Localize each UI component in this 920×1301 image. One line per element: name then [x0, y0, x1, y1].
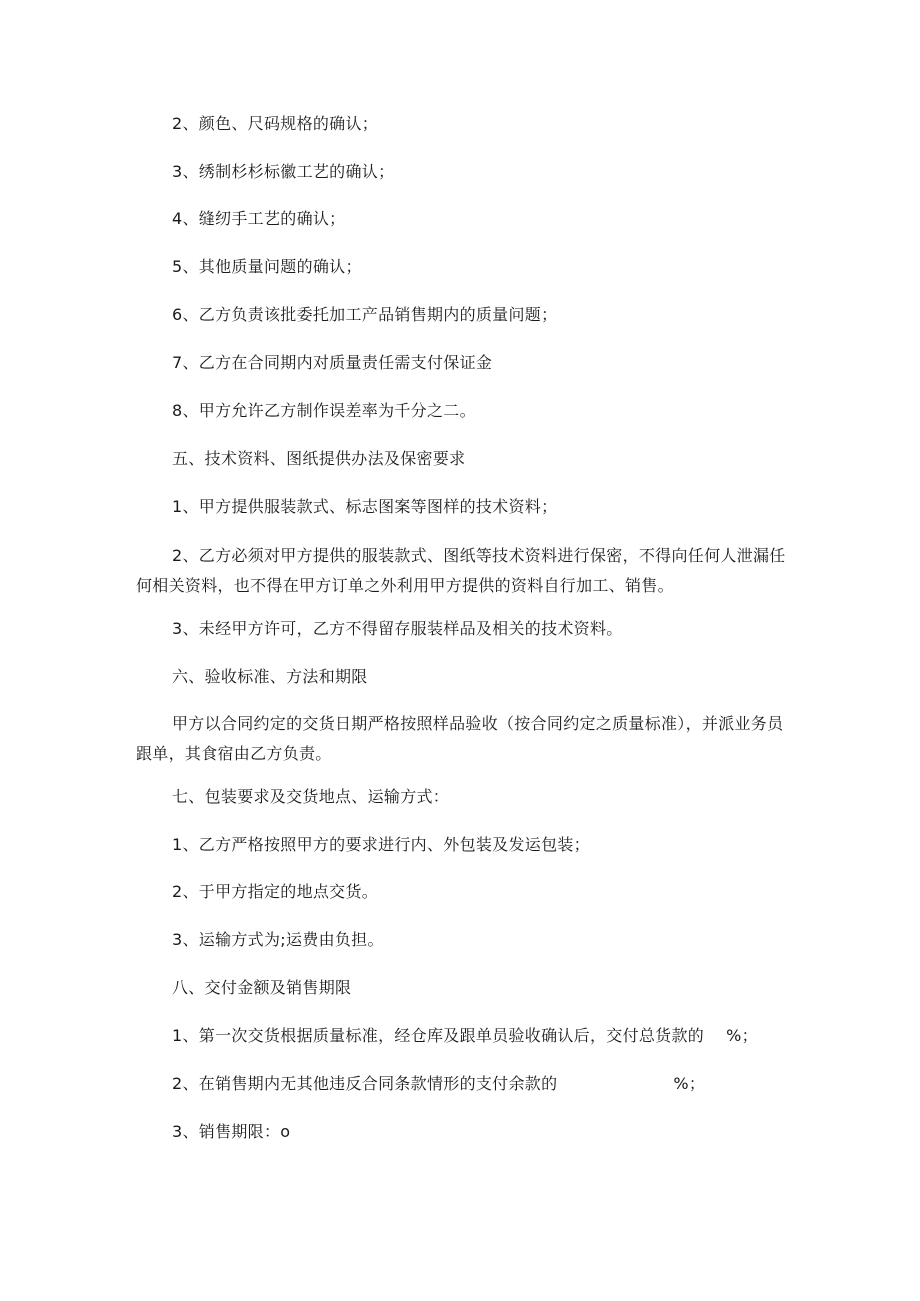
section-8-heading: 八、交付金额及销售期限 — [172, 978, 352, 997]
clause-5-1: 1、甲方提供服装款式、标志图案等图样的技术资料； — [172, 497, 558, 516]
clause-8-3: 3、销售期限：o — [172, 1122, 291, 1141]
clause-8-2-text: 2、在销售期内无其他违反合同条款情形的支付余款的 — [172, 1074, 558, 1093]
clause-7-2: 2、于甲方指定的地点交货。 — [172, 882, 379, 901]
clause-7-3: 3、运输方式为;运费由负担。 — [172, 930, 384, 949]
clause-5-3: 3、未经甲方许可，乙方不得留存服装样品及相关的技术资料。 — [172, 619, 623, 638]
clause-8-2 — [172, 1073, 705, 1095]
clause-4-8: 8、甲方允许乙方制作误差率为千分之二。 — [172, 401, 476, 420]
clause-8-1 — [172, 1025, 758, 1047]
section-5-heading: 五、技术资料、图纸提供办法及保密要求 — [172, 449, 466, 468]
clause-4-4: 4、缝纫手工艺的确认； — [172, 209, 346, 228]
clause-4-6: 6、乙方负责该批委托加工产品销售期内的质量问题； — [172, 305, 558, 324]
clause-8-1-text: 1、第一次交货根据质量标准，经仓库及跟单员验收确认后，交付总货款的 — [172, 1026, 705, 1045]
clause-4-2: 2、颜色、尺码规格的确认； — [172, 114, 379, 133]
clause-4-7: 7、乙方在合同期内对质量责任需支付保证金 — [172, 353, 493, 372]
section-6-body: 甲方以合同约定的交货日期严格按照样品验收（按合同约定之质量标准），并派业务员跟单，其食宿由乙方负责。 — [136, 714, 784, 763]
section-7-heading: 七、包装要求及交货地点、运输方式： — [172, 787, 450, 806]
clause-4-3: 3、绣制杉杉标徽工艺的确认； — [172, 162, 395, 181]
clause-8-2-percent: %； — [673, 1074, 706, 1093]
clause-8-1-percent: %； — [726, 1026, 758, 1045]
clause-7-1: 1、乙方严格按照甲方的要求进行内、外包装及发运包装； — [172, 835, 590, 854]
clause-4-5: 5、其他质量问题的确认； — [172, 257, 362, 276]
section-6-heading: 六、验收标准、方法和期限 — [172, 667, 368, 686]
clause-5-2: 2、乙方必须对甲方提供的服装款式、图纸等技术资料进行保密，不得向任何人泄漏任何相关资料，也不得在甲方订单之外利用甲方提供的资料自行加工、销售。 — [136, 546, 786, 595]
